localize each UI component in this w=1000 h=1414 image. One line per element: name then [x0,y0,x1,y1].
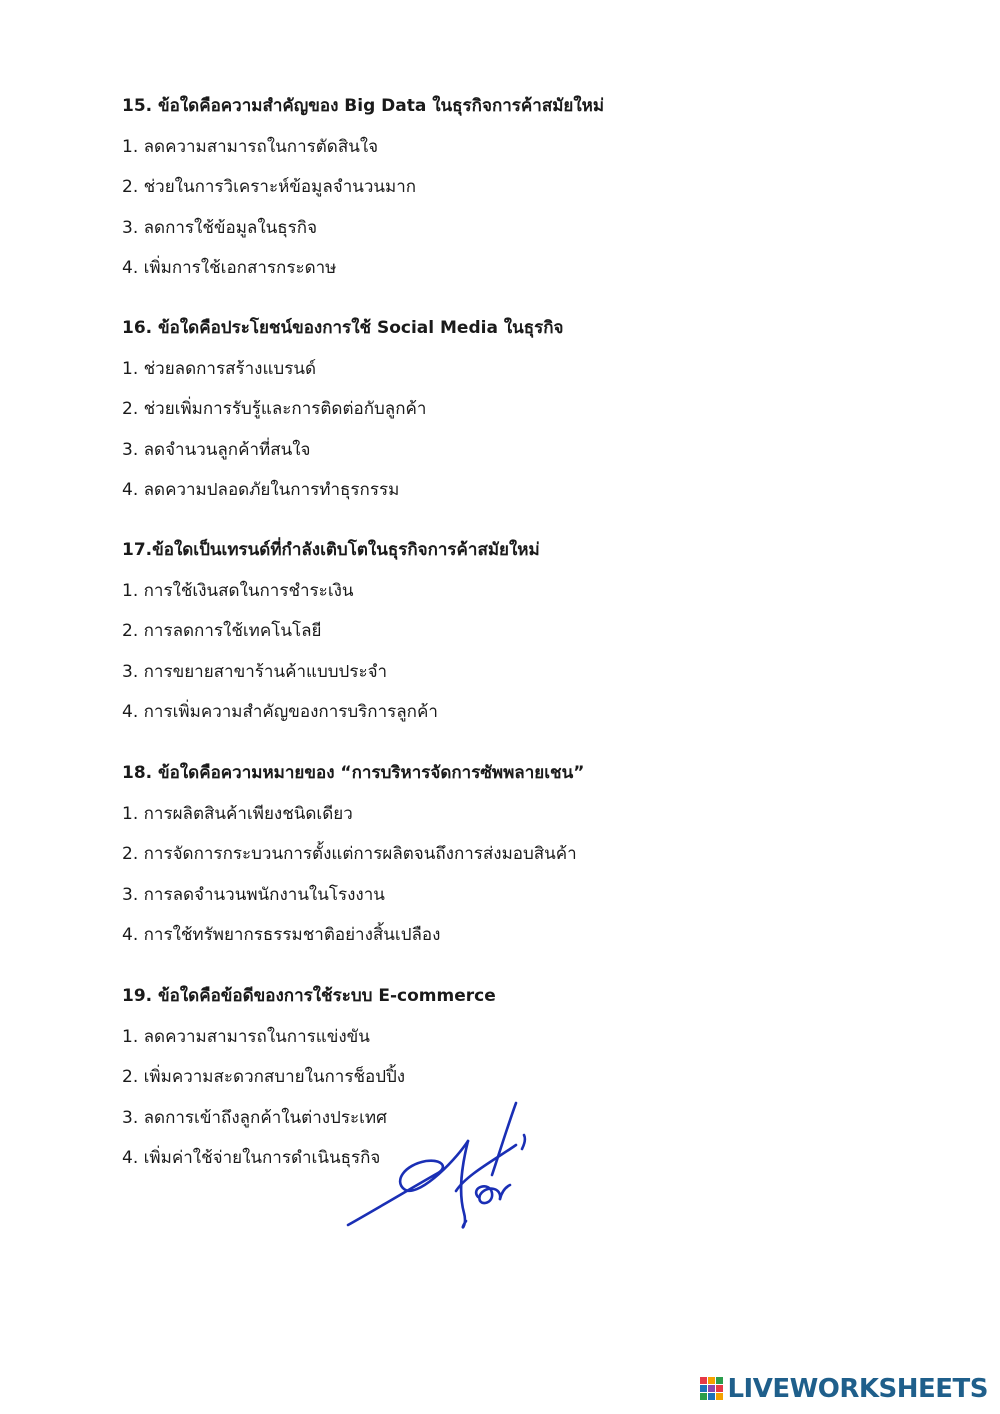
answer-option-2[interactable]: 2. เพิ่มความสะดวกสบายในการช็อปปิ้ง [122,1067,406,1087]
liveworksheets-brand [700,1374,988,1404]
answer-option-2[interactable]: 2. การลดการใช้เทคโนโลยี [122,621,322,641]
answer-option-4[interactable]: 4. เพิ่มการใช้เอกสารกระดาษ [122,258,337,278]
question-title: 16. ข้อใดคือประโยชน์ของการใช้ Social Media ในธุรกิจ [122,318,564,338]
answer-option-2[interactable]: 2. การจัดการกระบวนการตั้งแต่การผลิตจนถึงการส่งมอบสินค้า [122,844,577,864]
answer-option-1[interactable]: 1. การผลิตสินค้าเพียงชนิดเดียว [122,803,353,824]
question-18 [122,761,942,947]
question-title: 17.ข้อใดเป็นเทรนด์ที่กำลังเติบโตในธุรกิจการค้าสมัยใหม่ [122,540,540,560]
liveworksheets-logo-icon [700,1377,724,1401]
question-title: 19. ข้อใดคือข้อดีของการใช้ระบบ E-commerce [122,986,496,1006]
question-title: 15. ข้อใดคือความสำคัญของ Big Data ในธุรกิจการค้าสมัยใหม่ [122,96,605,116]
answer-option-1[interactable]: 1. ลดความสามารถในการแข่งขัน [122,1026,370,1047]
answer-option-4[interactable]: 4. เพิ่มค่าใช้จ่ายในการดำเนินธุรกิจ [122,1148,381,1168]
answer-option-4[interactable]: 4. ลดความปลอดภัยในการทำธุรกรรม [122,480,400,500]
question-title: 18. ข้อใดคือความหมายของ “การบริหารจัดการซัพพลายเชน” [122,763,585,783]
answer-option-3[interactable]: 3. การลดจำนวนพนักงานในโรงงาน [122,884,385,905]
question-17 [122,538,942,724]
question-15 [122,94,942,280]
answer-option-3[interactable]: 3. ลดการเข้าถึงลูกค้าในต่างประเทศ [122,1107,387,1128]
answer-option-1[interactable]: 1. ลดความสามารถในการตัดสินใจ [122,136,379,157]
question-16 [122,316,942,502]
answer-option-2[interactable]: 2. ช่วยเพิ่มการรับรู้และการติดต่อกับลูกค้า [122,399,427,419]
answer-option-4[interactable]: 4. การเพิ่มความสำคัญของการบริการลูกค้า [122,702,438,722]
answer-option-3[interactable]: 3. ลดจำนวนลูกค้าที่สนใจ [122,439,311,460]
answer-option-3[interactable]: 3. ลดการใช้ข้อมูลในธุรกิจ [122,217,318,238]
brand-name: LIVEWORKSHEETS [727,1374,988,1404]
answer-option-1[interactable]: 1. ช่วยลดการสร้างแบรนด์ [122,358,316,379]
answer-option-3[interactable]: 3. การขยายสาขาร้านค้าแบบประจำ [122,661,388,682]
answer-option-1[interactable]: 1. การใช้เงินสดในการชำระเงิน [122,580,354,601]
answer-option-2[interactable]: 2. ช่วยในการวิเคราะห์ข้อมูลจำนวนมาก [122,177,417,197]
answer-option-4[interactable]: 4. การใช้ทรัพยากรธรรมชาติอย่างสิ้นเปลือง [122,925,441,945]
handwritten-signature [340,1095,540,1240]
